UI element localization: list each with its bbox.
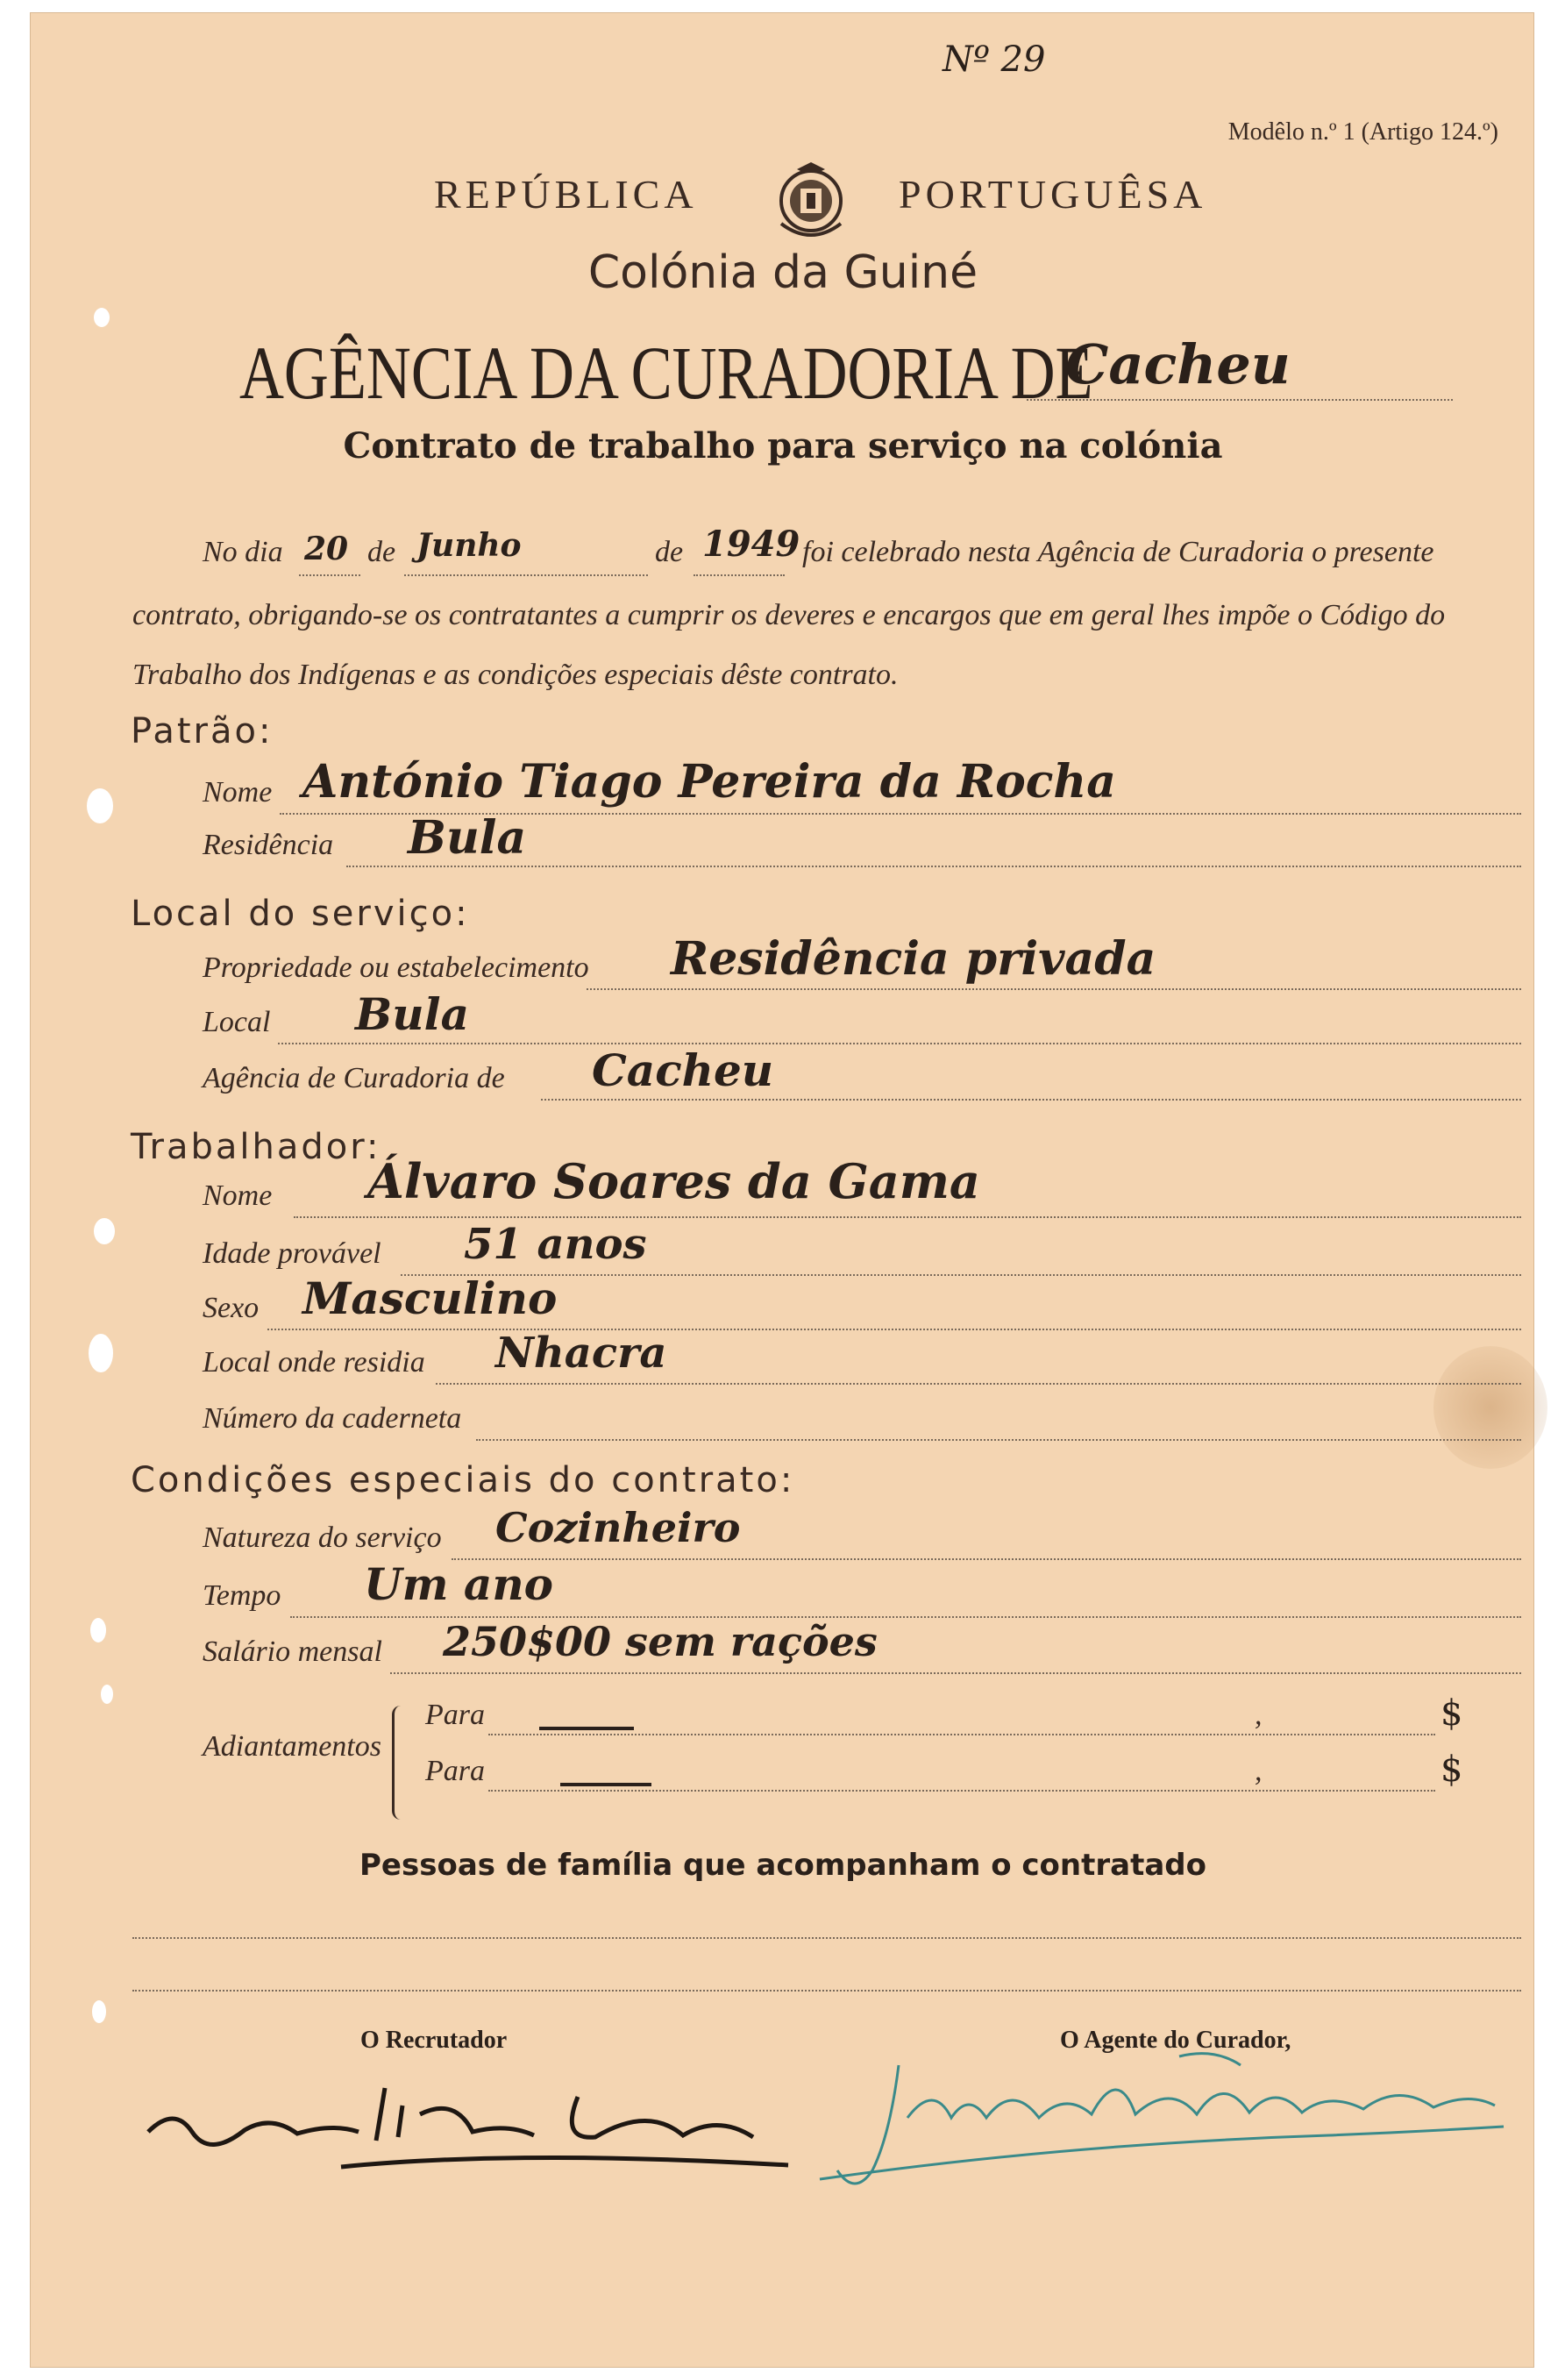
para2-line (488, 1790, 1435, 1792)
para2-dash (560, 1783, 651, 1786)
caderneta-label: Número da caderneta (203, 1402, 462, 1435)
agency-dotted-line (1027, 399, 1453, 401)
document-sheet (30, 12, 1534, 2368)
month-handwritten: Junho (416, 527, 522, 564)
idade-line (401, 1274, 1521, 1276)
para2-comma: , (1255, 1755, 1263, 1787)
patrao-nome-label: Nome (203, 776, 273, 809)
tempo-handwritten: Um ano (364, 1558, 554, 1610)
agency-title: AGÊNCIA DA CURADORIA DE (239, 331, 1093, 415)
punch-hole (94, 308, 110, 327)
intro-de1: de (367, 536, 396, 568)
local-servico-heading: Local do serviço: (131, 894, 470, 934)
adiantamentos-label: Adiantamentos (203, 1730, 381, 1763)
para1-dash (539, 1727, 634, 1730)
punch-hole (94, 1218, 115, 1244)
residia-label: Local onde residia (203, 1346, 425, 1379)
caderneta-line (476, 1439, 1521, 1441)
agente-label: O Agente do Curador, (1060, 2027, 1291, 2054)
punch-hole (89, 1334, 113, 1372)
contract-title: Contrato de trabalho para serviço na colónia (343, 425, 1223, 467)
local-handwritten: Bula (355, 988, 470, 1040)
idade-handwritten: 51 anos (464, 1220, 647, 1269)
pessoas-line-1 (132, 1937, 1521, 1939)
para1-line (488, 1734, 1435, 1735)
intro-line2: contrato, obrigando-se os contratantes a cumprir os deveres e encargos que em geral lhes impõe o Código do (132, 599, 1446, 631)
agency-place-handwritten: Cacheu (1065, 332, 1291, 396)
salario-handwritten: 250$00 sem rações (443, 1618, 878, 1665)
tempo-label: Tempo (203, 1579, 281, 1612)
paper-stain (1433, 1346, 1547, 1469)
patrao-nome-handwritten: António Tiago Pereira da Rocha (302, 755, 1116, 809)
punch-hole (90, 1618, 106, 1642)
propriedade-label: Propriedade ou estabelecimento (203, 951, 589, 984)
residia-line (436, 1383, 1521, 1385)
agencia-label: Agência de Curadoria de (203, 1062, 505, 1094)
republic-right: PORTUGUÊSA (899, 172, 1207, 217)
agencia-handwritten: Cacheu (592, 1044, 774, 1096)
para2-label: Para (425, 1755, 485, 1787)
agente-signature (802, 2030, 1521, 2205)
condicoes-heading: Condições especiais do contrato: (131, 1460, 795, 1500)
sexo-line (267, 1329, 1521, 1330)
day-dotted-line (299, 574, 360, 576)
recrutador-signature (122, 2053, 823, 2184)
intro-no-dia: No dia (203, 536, 283, 568)
para1-comma: , (1255, 1699, 1263, 1731)
punch-hole (87, 788, 113, 823)
coat-of-arms-icon (765, 162, 857, 243)
propriedade-line (587, 988, 1521, 990)
model-label: Modêlo n.º 1 (Artigo 124.º) (1227, 118, 1498, 146)
trabalhador-nome-handwritten: Álvaro Soares da Gama (367, 1153, 980, 1209)
day-handwritten: 20 (304, 531, 349, 567)
intro-line3: Trabalho dos Indígenas e as condições especiais dêste contrato. (132, 659, 899, 691)
sexo-label: Sexo (203, 1292, 260, 1324)
para1-currency: $ (1441, 1693, 1463, 1734)
trabalhador-nome-line (294, 1216, 1521, 1218)
natureza-label: Natureza do serviço (203, 1521, 442, 1554)
trabalhador-nome-label: Nome (203, 1179, 273, 1212)
pessoas-line-2 (132, 1990, 1521, 1992)
agencia-line (541, 1099, 1521, 1101)
salario-label: Salário mensal (203, 1635, 382, 1668)
recrutador-label: O Recrutador (360, 2027, 508, 2054)
patrao-heading: Patrão: (131, 711, 274, 752)
residia-handwritten: Nhacra (495, 1329, 667, 1378)
colony-title: Colónia da Guiné (587, 246, 978, 299)
local-line (278, 1043, 1521, 1044)
patrao-residencia-label: Residência (203, 829, 334, 861)
year-dotted-line (694, 574, 785, 576)
local-label: Local (203, 1006, 271, 1038)
republic-left: REPÚBLICA (434, 172, 698, 217)
patrao-residencia-handwritten: Bula (408, 811, 527, 865)
punch-hole (92, 2000, 106, 2023)
idade-label: Idade provável (203, 1237, 381, 1270)
document-number: Nº 29 (943, 39, 1046, 80)
adiantamentos-brace (392, 1706, 409, 1820)
intro-de2: de (655, 536, 684, 568)
year-handwritten: 1949 (702, 524, 800, 565)
natureza-line (452, 1558, 1521, 1560)
trabalhador-heading: Trabalhador: (131, 1127, 381, 1167)
intro-line1-rest: foi celebrado nesta Agência de Curadoria o presente (802, 536, 1434, 568)
para2-currency: $ (1441, 1749, 1463, 1790)
pessoas-heading: Pessoas de família que acompanham o contratado (359, 1848, 1206, 1883)
natureza-handwritten: Cozinheiro (495, 1504, 741, 1551)
month-dotted-line (404, 574, 648, 576)
punch-hole (101, 1685, 113, 1704)
sexo-handwritten: Masculino (302, 1272, 558, 1324)
propriedade-handwritten: Residência privada (671, 932, 1156, 986)
salario-line (390, 1672, 1521, 1674)
patrao-residencia-line (346, 866, 1521, 867)
para1-label: Para (425, 1699, 485, 1731)
